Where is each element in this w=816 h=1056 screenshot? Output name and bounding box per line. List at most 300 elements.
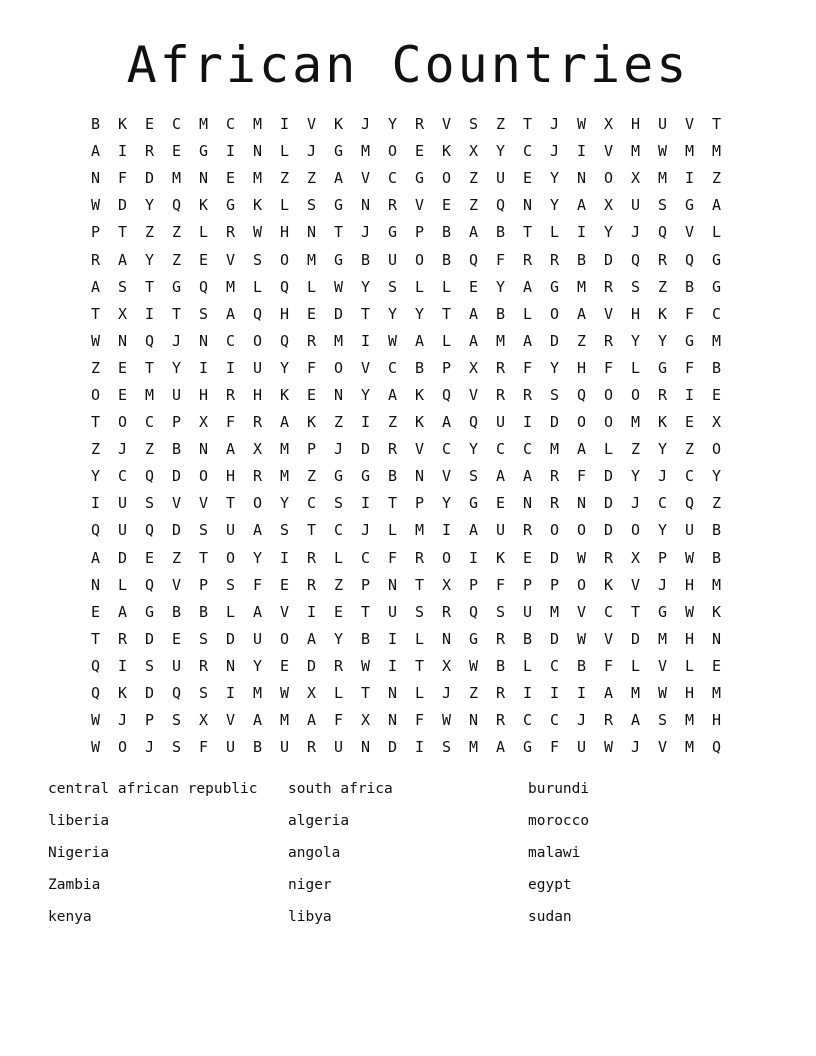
grid-cell[interactable]: P	[414, 223, 425, 242]
grid-cell[interactable]: A	[468, 521, 479, 540]
grid-cell[interactable]: Z	[144, 223, 155, 242]
grid-cell[interactable]: Y	[279, 358, 290, 377]
grid-cell[interactable]: H	[576, 358, 587, 377]
grid-cell[interactable]: P	[468, 575, 479, 594]
grid-cell[interactable]: L	[225, 602, 236, 621]
grid-cell[interactable]: V	[603, 142, 614, 161]
grid-cell[interactable]: S	[198, 629, 209, 648]
grid-cell[interactable]: S	[441, 738, 452, 757]
grid-cell[interactable]: S	[225, 575, 236, 594]
grid-cell[interactable]: H	[198, 385, 209, 404]
grid-cell[interactable]: R	[549, 494, 560, 513]
grid-cell[interactable]: Q	[90, 521, 101, 540]
grid-cell[interactable]: E	[333, 602, 344, 621]
grid-cell[interactable]: M	[252, 115, 263, 134]
grid-cell[interactable]: G	[549, 277, 560, 296]
grid-cell[interactable]: Y	[657, 331, 668, 350]
grid-cell[interactable]: J	[630, 223, 641, 242]
grid-cell[interactable]: E	[279, 656, 290, 675]
grid-cell[interactable]: R	[387, 440, 398, 459]
grid-cell[interactable]: R	[603, 711, 614, 730]
grid-cell[interactable]: D	[603, 467, 614, 486]
grid-cell[interactable]: Y	[549, 358, 560, 377]
grid-cell[interactable]: L	[684, 656, 695, 675]
grid-cell[interactable]: C	[441, 440, 452, 459]
grid-cell[interactable]: X	[117, 304, 128, 323]
grid-cell[interactable]: A	[117, 250, 128, 269]
grid-cell[interactable]: D	[171, 467, 182, 486]
grid-cell[interactable]: G	[198, 142, 209, 161]
grid-cell[interactable]: C	[333, 521, 344, 540]
grid-cell[interactable]: J	[117, 440, 128, 459]
grid-cell[interactable]: J	[549, 142, 560, 161]
grid-cell[interactable]: M	[630, 413, 641, 432]
grid-cell[interactable]: C	[522, 142, 533, 161]
grid-cell[interactable]: L	[414, 277, 425, 296]
grid-cell[interactable]: E	[711, 385, 722, 404]
grid-cell[interactable]: J	[630, 494, 641, 513]
grid-cell[interactable]: Q	[171, 196, 182, 215]
grid-cell[interactable]: G	[657, 358, 668, 377]
grid-cell[interactable]: I	[684, 385, 695, 404]
grid-cell[interactable]: M	[630, 684, 641, 703]
grid-cell[interactable]: I	[90, 494, 101, 513]
grid-cell[interactable]: Q	[279, 331, 290, 350]
grid-cell[interactable]: N	[117, 331, 128, 350]
grid-cell[interactable]: I	[117, 142, 128, 161]
grid-cell[interactable]: V	[171, 494, 182, 513]
grid-cell[interactable]: P	[144, 711, 155, 730]
grid-cell[interactable]: N	[90, 169, 101, 188]
grid-cell[interactable]: S	[279, 521, 290, 540]
grid-cell[interactable]: R	[387, 196, 398, 215]
grid-cell[interactable]: G	[468, 629, 479, 648]
grid-cell[interactable]: L	[549, 223, 560, 242]
grid-cell[interactable]: G	[360, 467, 371, 486]
grid-cell[interactable]: Y	[144, 250, 155, 269]
grid-cell[interactable]: M	[252, 169, 263, 188]
grid-cell[interactable]: Y	[360, 385, 371, 404]
grid-cell[interactable]: Y	[468, 440, 479, 459]
grid-cell[interactable]: P	[360, 575, 371, 594]
grid-cell[interactable]: C	[522, 711, 533, 730]
grid-cell[interactable]: K	[252, 196, 263, 215]
grid-cell[interactable]: F	[684, 358, 695, 377]
grid-cell[interactable]: X	[630, 548, 641, 567]
grid-cell[interactable]: L	[252, 277, 263, 296]
grid-cell[interactable]: A	[468, 304, 479, 323]
grid-cell[interactable]: X	[252, 440, 263, 459]
grid-cell[interactable]: K	[603, 575, 614, 594]
grid-cell[interactable]: I	[522, 413, 533, 432]
grid-cell[interactable]: V	[360, 358, 371, 377]
grid-cell[interactable]: B	[711, 521, 722, 540]
grid-cell[interactable]: P	[657, 548, 668, 567]
grid-cell[interactable]: Q	[468, 250, 479, 269]
grid-cell[interactable]: U	[171, 656, 182, 675]
grid-cell[interactable]: T	[198, 548, 209, 567]
grid-cell[interactable]: J	[333, 440, 344, 459]
grid-cell[interactable]: T	[522, 223, 533, 242]
grid-cell[interactable]: G	[333, 250, 344, 269]
grid-cell[interactable]: W	[603, 738, 614, 757]
grid-cell[interactable]: O	[576, 413, 587, 432]
grid-cell[interactable]: A	[252, 711, 263, 730]
grid-cell[interactable]: U	[252, 358, 263, 377]
grid-cell[interactable]: D	[603, 494, 614, 513]
grid-cell[interactable]: T	[333, 223, 344, 242]
grid-cell[interactable]: K	[117, 684, 128, 703]
grid-cell[interactable]: D	[549, 629, 560, 648]
grid-cell[interactable]: W	[441, 711, 452, 730]
grid-cell[interactable]: Y	[252, 548, 263, 567]
grid-cell[interactable]: N	[576, 494, 587, 513]
grid-cell[interactable]: S	[657, 196, 668, 215]
grid-cell[interactable]: D	[603, 250, 614, 269]
grid-cell[interactable]: H	[225, 467, 236, 486]
grid-cell[interactable]: Q	[144, 331, 155, 350]
grid-cell[interactable]: C	[225, 115, 236, 134]
grid-cell[interactable]: R	[495, 358, 506, 377]
grid-cell[interactable]: M	[684, 711, 695, 730]
grid-cell[interactable]: L	[603, 440, 614, 459]
grid-cell[interactable]: P	[441, 358, 452, 377]
grid-cell[interactable]: S	[495, 602, 506, 621]
grid-cell[interactable]: Y	[657, 440, 668, 459]
grid-cell[interactable]: S	[198, 521, 209, 540]
grid-cell[interactable]: N	[198, 169, 209, 188]
grid-cell[interactable]: I	[306, 602, 317, 621]
grid-cell[interactable]: R	[657, 250, 668, 269]
grid-cell[interactable]: U	[252, 629, 263, 648]
grid-cell[interactable]: R	[522, 385, 533, 404]
grid-cell[interactable]: M	[549, 602, 560, 621]
grid-cell[interactable]: T	[522, 115, 533, 134]
grid-cell[interactable]: E	[117, 358, 128, 377]
grid-cell[interactable]: I	[198, 358, 209, 377]
grid-cell[interactable]: B	[360, 629, 371, 648]
grid-cell[interactable]: O	[603, 413, 614, 432]
grid-cell[interactable]: S	[468, 467, 479, 486]
grid-cell[interactable]: X	[441, 656, 452, 675]
grid-cell[interactable]: M	[684, 142, 695, 161]
grid-cell[interactable]: S	[252, 250, 263, 269]
grid-cell[interactable]: Z	[171, 223, 182, 242]
grid-cell[interactable]: T	[711, 115, 722, 134]
grid-cell[interactable]: R	[495, 711, 506, 730]
grid-cell[interactable]: Y	[657, 521, 668, 540]
grid-cell[interactable]: Q	[576, 385, 587, 404]
grid-cell[interactable]: V	[468, 385, 479, 404]
grid-cell[interactable]: L	[414, 684, 425, 703]
grid-cell[interactable]: L	[441, 277, 452, 296]
grid-cell[interactable]: M	[144, 385, 155, 404]
grid-cell[interactable]: W	[576, 548, 587, 567]
grid-cell[interactable]: N	[711, 629, 722, 648]
grid-cell[interactable]: C	[522, 440, 533, 459]
grid-cell[interactable]: Z	[684, 440, 695, 459]
grid-cell[interactable]: E	[414, 142, 425, 161]
grid-cell[interactable]: U	[657, 115, 668, 134]
grid-cell[interactable]: Q	[171, 684, 182, 703]
grid-cell[interactable]: R	[603, 277, 614, 296]
grid-cell[interactable]: Q	[711, 738, 722, 757]
grid-cell[interactable]: W	[387, 331, 398, 350]
grid-cell[interactable]: G	[414, 169, 425, 188]
grid-cell[interactable]: M	[279, 440, 290, 459]
grid-cell[interactable]: K	[117, 115, 128, 134]
grid-cell[interactable]: S	[468, 115, 479, 134]
grid-cell[interactable]: N	[441, 629, 452, 648]
grid-cell[interactable]: J	[306, 142, 317, 161]
grid-cell[interactable]: B	[90, 115, 101, 134]
grid-cell[interactable]: R	[522, 250, 533, 269]
grid-cell[interactable]: G	[171, 277, 182, 296]
grid-cell[interactable]: X	[360, 711, 371, 730]
grid-cell[interactable]: O	[414, 250, 425, 269]
grid-cell[interactable]: B	[252, 738, 263, 757]
grid-cell[interactable]: U	[225, 738, 236, 757]
grid-cell[interactable]: Y	[414, 304, 425, 323]
grid-cell[interactable]: G	[522, 738, 533, 757]
grid-cell[interactable]: C	[387, 358, 398, 377]
grid-cell[interactable]: L	[522, 656, 533, 675]
grid-cell[interactable]: A	[279, 413, 290, 432]
grid-cell[interactable]: F	[495, 250, 506, 269]
grid-cell[interactable]: M	[468, 738, 479, 757]
grid-cell[interactable]: C	[711, 304, 722, 323]
grid-cell[interactable]: R	[549, 250, 560, 269]
grid-cell[interactable]: B	[522, 629, 533, 648]
grid-cell[interactable]: V	[603, 304, 614, 323]
grid-cell[interactable]: I	[360, 413, 371, 432]
grid-cell[interactable]: J	[657, 575, 668, 594]
grid-cell[interactable]: V	[684, 115, 695, 134]
grid-cell[interactable]: X	[630, 169, 641, 188]
grid-cell[interactable]: K	[657, 413, 668, 432]
grid-cell[interactable]: S	[414, 602, 425, 621]
grid-cell[interactable]: W	[657, 684, 668, 703]
grid-cell[interactable]: D	[387, 738, 398, 757]
grid-cell[interactable]: Z	[90, 358, 101, 377]
grid-cell[interactable]: S	[117, 277, 128, 296]
grid-cell[interactable]: M	[657, 169, 668, 188]
grid-cell[interactable]: R	[603, 331, 614, 350]
grid-cell[interactable]: O	[630, 521, 641, 540]
grid-cell[interactable]: D	[225, 629, 236, 648]
grid-cell[interactable]: A	[414, 331, 425, 350]
grid-cell[interactable]: V	[630, 575, 641, 594]
grid-cell[interactable]: I	[441, 521, 452, 540]
grid-cell[interactable]: Q	[252, 304, 263, 323]
grid-cell[interactable]: I	[549, 684, 560, 703]
grid-cell[interactable]: D	[306, 656, 317, 675]
grid-cell[interactable]: D	[549, 413, 560, 432]
grid-cell[interactable]: V	[657, 656, 668, 675]
grid-cell[interactable]: V	[657, 738, 668, 757]
grid-cell[interactable]: X	[198, 711, 209, 730]
grid-cell[interactable]: K	[414, 385, 425, 404]
grid-cell[interactable]: C	[306, 494, 317, 513]
grid-cell[interactable]: Z	[306, 169, 317, 188]
grid-cell[interactable]: O	[549, 521, 560, 540]
grid-cell[interactable]: O	[225, 548, 236, 567]
grid-cell[interactable]: B	[576, 656, 587, 675]
grid-cell[interactable]: N	[387, 711, 398, 730]
grid-cell[interactable]: B	[171, 602, 182, 621]
grid-cell[interactable]: J	[441, 684, 452, 703]
grid-cell[interactable]: U	[225, 521, 236, 540]
grid-cell[interactable]: Q	[441, 385, 452, 404]
grid-cell[interactable]: Z	[90, 440, 101, 459]
grid-cell[interactable]: V	[414, 440, 425, 459]
grid-cell[interactable]: P	[90, 223, 101, 242]
grid-cell[interactable]: N	[387, 575, 398, 594]
grid-cell[interactable]: T	[90, 304, 101, 323]
grid-cell[interactable]: T	[360, 304, 371, 323]
grid-cell[interactable]: H	[279, 304, 290, 323]
grid-cell[interactable]: Z	[468, 169, 479, 188]
grid-cell[interactable]: E	[306, 304, 317, 323]
grid-cell[interactable]: Z	[495, 115, 506, 134]
grid-cell[interactable]: Q	[684, 494, 695, 513]
grid-cell[interactable]: Y	[495, 142, 506, 161]
grid-cell[interactable]: A	[441, 413, 452, 432]
grid-cell[interactable]: I	[144, 304, 155, 323]
grid-cell[interactable]: D	[144, 629, 155, 648]
grid-cell[interactable]: T	[387, 494, 398, 513]
grid-cell[interactable]: I	[576, 684, 587, 703]
grid-cell[interactable]: O	[279, 629, 290, 648]
grid-cell[interactable]: C	[657, 494, 668, 513]
grid-cell[interactable]: S	[171, 738, 182, 757]
grid-cell[interactable]: K	[495, 548, 506, 567]
grid-cell[interactable]: B	[387, 467, 398, 486]
grid-cell[interactable]: S	[198, 304, 209, 323]
grid-cell[interactable]: X	[603, 115, 614, 134]
grid-cell[interactable]: T	[441, 304, 452, 323]
grid-cell[interactable]: O	[603, 169, 614, 188]
grid-cell[interactable]: W	[468, 656, 479, 675]
grid-cell[interactable]: E	[468, 277, 479, 296]
grid-cell[interactable]: H	[630, 115, 641, 134]
grid-cell[interactable]: S	[144, 656, 155, 675]
grid-cell[interactable]: J	[657, 467, 668, 486]
grid-cell[interactable]: Z	[171, 548, 182, 567]
grid-cell[interactable]: Y	[603, 223, 614, 242]
grid-cell[interactable]: L	[711, 223, 722, 242]
grid-cell[interactable]: M	[711, 684, 722, 703]
grid-cell[interactable]: Y	[171, 358, 182, 377]
grid-cell[interactable]: M	[279, 467, 290, 486]
grid-cell[interactable]: T	[144, 277, 155, 296]
grid-cell[interactable]: O	[90, 385, 101, 404]
grid-cell[interactable]: N	[198, 440, 209, 459]
grid-cell[interactable]: B	[495, 656, 506, 675]
grid-cell[interactable]: A	[522, 277, 533, 296]
grid-cell[interactable]: H	[684, 684, 695, 703]
grid-cell[interactable]: A	[252, 521, 263, 540]
grid-cell[interactable]: M	[657, 629, 668, 648]
grid-cell[interactable]: A	[225, 304, 236, 323]
grid-cell[interactable]: Z	[333, 575, 344, 594]
grid-cell[interactable]: D	[117, 548, 128, 567]
grid-cell[interactable]: E	[90, 602, 101, 621]
grid-cell[interactable]: V	[225, 250, 236, 269]
grid-cell[interactable]: T	[630, 602, 641, 621]
grid-cell[interactable]: I	[360, 494, 371, 513]
grid-cell[interactable]: T	[90, 629, 101, 648]
grid-cell[interactable]: V	[279, 602, 290, 621]
grid-cell[interactable]: X	[603, 196, 614, 215]
grid-cell[interactable]: N	[414, 467, 425, 486]
grid-cell[interactable]: L	[441, 331, 452, 350]
grid-cell[interactable]: K	[441, 142, 452, 161]
grid-cell[interactable]: Y	[387, 115, 398, 134]
grid-cell[interactable]: C	[144, 413, 155, 432]
grid-cell[interactable]: C	[684, 467, 695, 486]
grid-cell[interactable]: A	[468, 331, 479, 350]
grid-cell[interactable]: D	[603, 521, 614, 540]
grid-cell[interactable]: V	[684, 223, 695, 242]
grid-cell[interactable]: M	[711, 575, 722, 594]
grid-cell[interactable]: Z	[711, 169, 722, 188]
grid-cell[interactable]: A	[495, 738, 506, 757]
grid-cell[interactable]: P	[549, 575, 560, 594]
grid-cell[interactable]: S	[144, 494, 155, 513]
grid-cell[interactable]: X	[441, 575, 452, 594]
grid-cell[interactable]: T	[90, 413, 101, 432]
grid-cell[interactable]: R	[306, 331, 317, 350]
grid-cell[interactable]: U	[279, 738, 290, 757]
grid-cell[interactable]: M	[171, 169, 182, 188]
grid-cell[interactable]: R	[441, 602, 452, 621]
grid-cell[interactable]: M	[306, 250, 317, 269]
grid-cell[interactable]: Q	[90, 684, 101, 703]
grid-cell[interactable]: H	[630, 304, 641, 323]
grid-cell[interactable]: L	[306, 277, 317, 296]
grid-cell[interactable]: R	[495, 385, 506, 404]
grid-cell[interactable]: I	[684, 169, 695, 188]
grid-cell[interactable]: U	[522, 602, 533, 621]
grid-cell[interactable]: T	[144, 358, 155, 377]
grid-cell[interactable]: R	[225, 385, 236, 404]
grid-cell[interactable]: L	[117, 575, 128, 594]
grid-cell[interactable]: C	[225, 331, 236, 350]
grid-cell[interactable]: R	[252, 413, 263, 432]
grid-cell[interactable]: I	[468, 548, 479, 567]
grid-cell[interactable]: X	[468, 142, 479, 161]
grid-cell[interactable]: U	[495, 521, 506, 540]
grid-cell[interactable]: S	[387, 277, 398, 296]
grid-cell[interactable]: U	[495, 169, 506, 188]
grid-cell[interactable]: Y	[630, 331, 641, 350]
grid-cell[interactable]: D	[630, 629, 641, 648]
grid-cell[interactable]: G	[684, 196, 695, 215]
grid-cell[interactable]: N	[360, 738, 371, 757]
grid-cell[interactable]: M	[414, 521, 425, 540]
grid-cell[interactable]: W	[684, 548, 695, 567]
grid-cell[interactable]: N	[468, 711, 479, 730]
grid-cell[interactable]: B	[495, 223, 506, 242]
grid-cell[interactable]: Q	[495, 196, 506, 215]
grid-cell[interactable]: O	[279, 250, 290, 269]
grid-cell[interactable]: R	[306, 548, 317, 567]
grid-cell[interactable]: E	[306, 385, 317, 404]
grid-cell[interactable]: Z	[630, 440, 641, 459]
grid-cell[interactable]: Z	[171, 250, 182, 269]
grid-cell[interactable]: W	[90, 738, 101, 757]
